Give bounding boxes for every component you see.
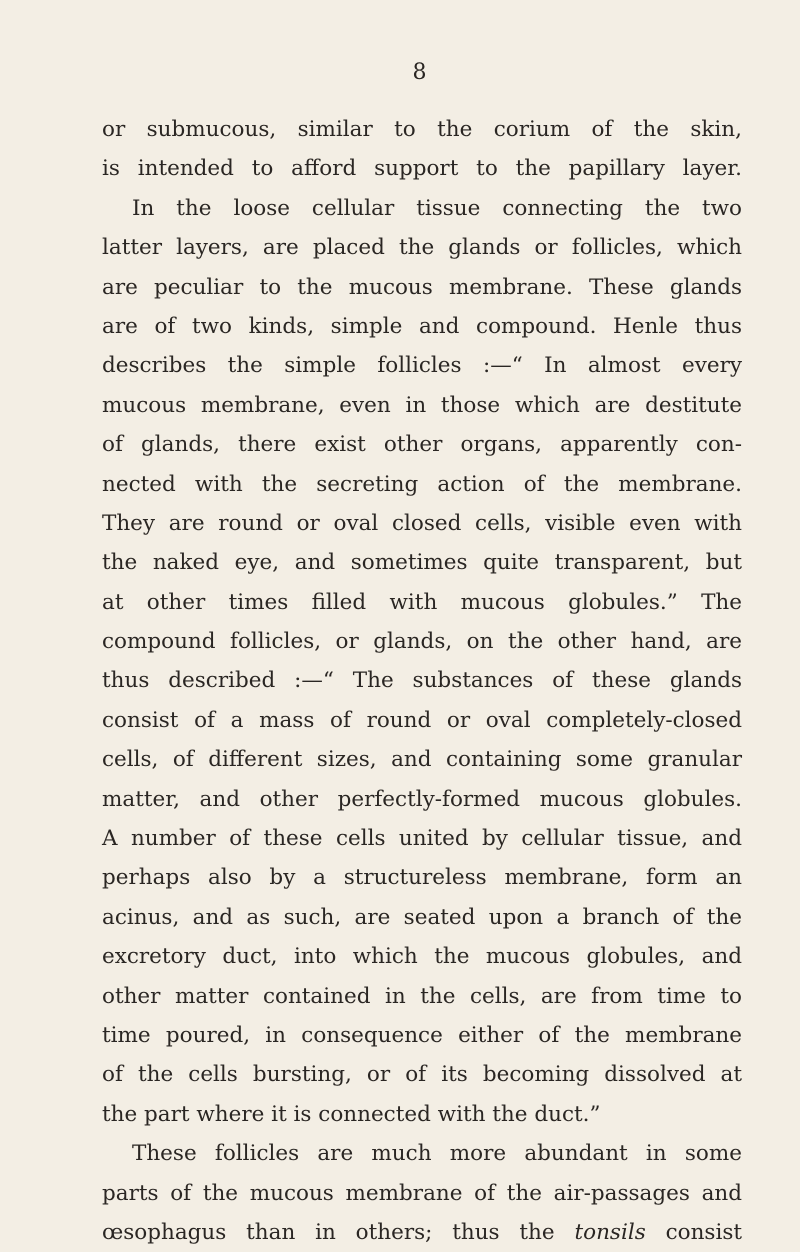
text-line: acinus, and as such, are seated upon a branch of the	[102, 904, 742, 930]
text-line: are peculiar to the mucous membrane. These glands	[102, 274, 742, 300]
text-line: latter layers, are placed the glands or follicles, which	[102, 235, 742, 261]
text-line: the part where it is connected with the duct.”	[102, 1101, 601, 1127]
text-line: matter, and other perfectly-formed mucous globules.	[102, 786, 742, 812]
text-line: cells, of different sizes, and containing some granular	[102, 747, 742, 773]
text-line: the naked eye, and sometimes quite transparent, but	[102, 550, 742, 576]
text-line: of the cells bursting, or of its becoming dissolved at	[102, 1062, 742, 1088]
final-line-end: consist	[665, 1219, 743, 1245]
text-line: A number of these cells united by cellular tissue, and	[102, 826, 742, 852]
page-number: 8	[412, 60, 428, 85]
text-line: nected with the secreting action of the membrane.	[102, 471, 742, 497]
text-line: They are round or oval closed cells, visible even with	[102, 510, 742, 536]
text-line: excretory duct, into which the mucous globules, and	[102, 944, 742, 970]
text-line: time poured, in consequence either of the membrane	[102, 1022, 742, 1048]
text-line: describes the simple follicles :—“ In almost every	[102, 353, 742, 379]
body-text	[102, 110, 742, 1252]
text-line: thus described :—“ The substances of these glands	[102, 668, 742, 694]
text-line: perhaps also by a structureless membrane, form an	[102, 865, 742, 891]
text-line: parts of the mucous membrane of the air-passages and	[102, 1180, 742, 1206]
final-line-start: œsophagus than in others; thus the	[102, 1219, 555, 1245]
italic-word-tonsils: tonsils	[574, 1219, 646, 1245]
text-line: or submucous, similar to the corium of the skin,	[102, 117, 742, 142]
text-line: consist of a mass of round or oval completely-closed	[102, 707, 742, 733]
text-line: In the loose cellular tissue connecting the two	[132, 195, 742, 221]
text-line: are of two kinds, simple and compound. Henle thus	[102, 313, 742, 339]
text-line: of glands, there exist other organs, apparently con-	[102, 432, 742, 458]
text-line: These follicles are much more abundant in some	[132, 1141, 742, 1167]
text-line: compound follicles, or glands, on the other hand, are	[102, 629, 742, 655]
final-text-line	[102, 1213, 742, 1252]
text-line: mucous membrane, even in those which are destitute	[102, 392, 742, 418]
text-line: is intended to afford support to the papillary layer.	[102, 156, 742, 182]
text-line: other matter contained in the cells, are from time to	[102, 983, 742, 1009]
text-line: at other times filled with mucous globules.” The	[102, 589, 742, 615]
